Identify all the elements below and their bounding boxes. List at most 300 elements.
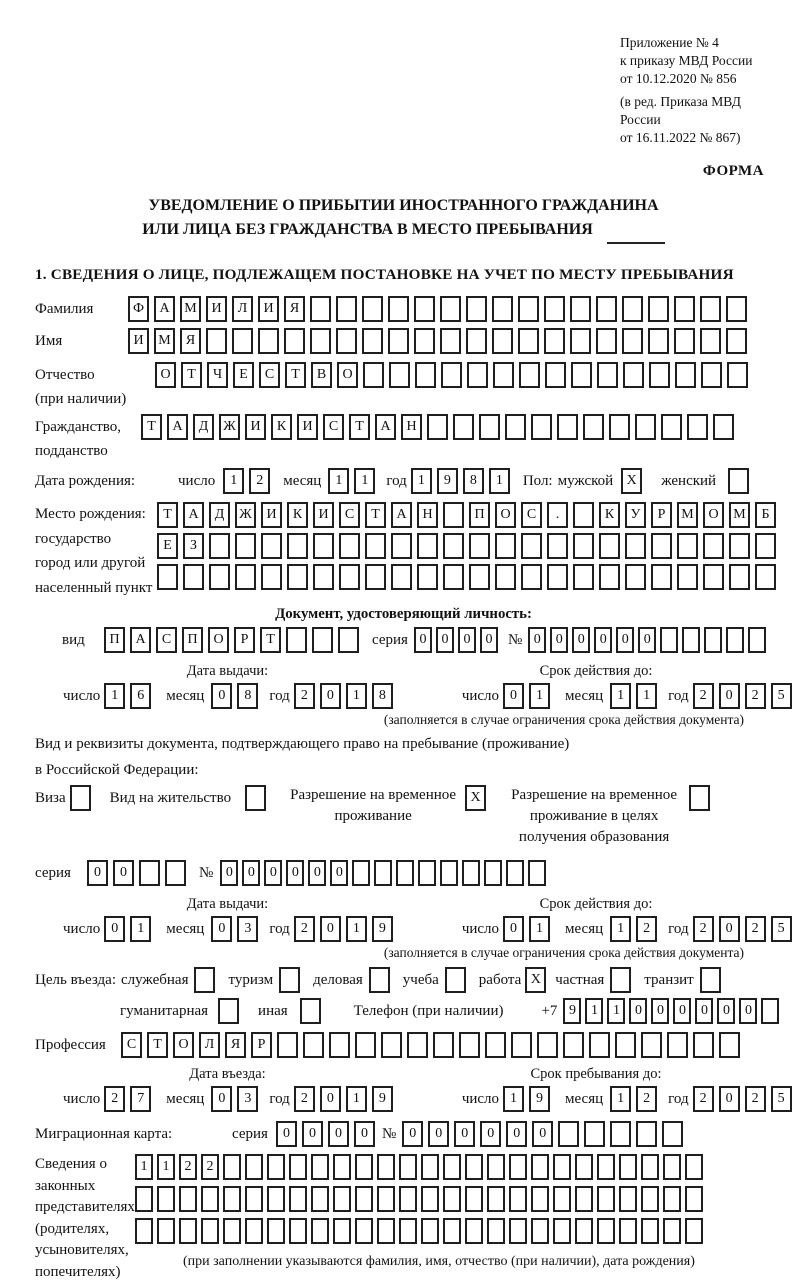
char-cell[interactable]: 1 (354, 468, 375, 494)
char-cell[interactable]: И (206, 296, 227, 322)
char-cell[interactable] (641, 1032, 662, 1058)
char-cell[interactable]: Т (285, 362, 306, 388)
char-cell[interactable] (635, 414, 656, 440)
char-cell[interactable] (622, 296, 643, 322)
char-cell[interactable]: 1 (636, 683, 657, 709)
char-cell[interactable] (755, 564, 776, 590)
char-cell[interactable] (310, 328, 331, 354)
char-cell[interactable]: 0 (328, 1121, 349, 1147)
char-cell[interactable] (675, 362, 696, 388)
purpose-study-checkbox[interactable] (445, 967, 466, 993)
char-cell[interactable] (544, 296, 565, 322)
char-cell[interactable]: 2 (249, 468, 270, 494)
char-cell[interactable]: Ф (128, 296, 149, 322)
char-cell[interactable]: . (547, 502, 568, 528)
purpose-official-checkbox[interactable] (194, 967, 215, 993)
char-cell[interactable] (726, 328, 747, 354)
option-visa-checkbox[interactable] (70, 785, 91, 811)
char-cell[interactable] (287, 533, 308, 559)
char-cell[interactable] (661, 414, 682, 440)
char-cell[interactable] (209, 533, 230, 559)
char-cell[interactable]: 0 (503, 683, 524, 709)
char-cell[interactable] (157, 564, 178, 590)
char-cell[interactable]: 1 (346, 1086, 367, 1112)
char-cell[interactable] (619, 1218, 637, 1244)
char-cell[interactable] (310, 296, 331, 322)
char-cell[interactable]: 0 (458, 627, 476, 653)
char-cell[interactable] (443, 533, 464, 559)
char-cell[interactable]: 0 (428, 1121, 449, 1147)
char-cell[interactable] (388, 296, 409, 322)
char-cell[interactable]: 1 (529, 683, 550, 709)
char-cell[interactable]: 0 (104, 916, 125, 942)
char-cell[interactable]: 0 (320, 683, 341, 709)
option-residence-permit-checkbox[interactable] (245, 785, 266, 811)
char-cell[interactable] (573, 502, 594, 528)
char-cell[interactable] (352, 860, 370, 886)
char-cell[interactable] (651, 564, 672, 590)
char-cell[interactable] (484, 860, 502, 886)
char-cell[interactable] (575, 1154, 593, 1180)
char-cell[interactable] (700, 296, 721, 322)
char-cell[interactable]: 0 (402, 1121, 423, 1147)
char-cell[interactable] (685, 1154, 703, 1180)
char-cell[interactable]: И (313, 502, 334, 528)
char-cell[interactable]: Т (260, 627, 281, 653)
char-cell[interactable] (521, 564, 542, 590)
char-cell[interactable] (333, 1186, 351, 1212)
char-cell[interactable] (311, 1154, 329, 1180)
char-cell[interactable]: Б (755, 502, 776, 528)
char-cell[interactable] (258, 328, 279, 354)
char-cell[interactable] (303, 1032, 324, 1058)
char-cell[interactable] (289, 1154, 307, 1180)
char-cell[interactable] (362, 296, 383, 322)
char-cell[interactable]: Н (401, 414, 422, 440)
char-cell[interactable] (575, 1218, 593, 1244)
char-cell[interactable] (441, 362, 462, 388)
char-cell[interactable]: 0 (242, 860, 260, 886)
char-cell[interactable] (596, 328, 617, 354)
char-cell[interactable]: 0 (503, 916, 524, 942)
char-cell[interactable]: 0 (87, 860, 108, 886)
char-cell[interactable]: 2 (745, 916, 766, 942)
char-cell[interactable] (553, 1154, 571, 1180)
char-cell[interactable]: Л (199, 1032, 220, 1058)
char-cell[interactable] (381, 1032, 402, 1058)
char-cell[interactable]: Т (181, 362, 202, 388)
char-cell[interactable]: 1 (607, 998, 625, 1024)
char-cell[interactable]: 0 (719, 683, 740, 709)
char-cell[interactable] (287, 564, 308, 590)
char-cell[interactable]: 1 (529, 916, 550, 942)
char-cell[interactable]: 0 (354, 1121, 375, 1147)
char-cell[interactable] (329, 1032, 350, 1058)
char-cell[interactable]: А (183, 502, 204, 528)
char-cell[interactable]: 1 (346, 916, 367, 942)
char-cell[interactable] (466, 328, 487, 354)
char-cell[interactable] (443, 564, 464, 590)
char-cell[interactable] (179, 1186, 197, 1212)
char-cell[interactable] (703, 533, 724, 559)
char-cell[interactable]: 1 (610, 916, 631, 942)
char-cell[interactable]: 1 (328, 468, 349, 494)
char-cell[interactable] (531, 1186, 549, 1212)
char-cell[interactable]: Д (193, 414, 214, 440)
char-cell[interactable] (509, 1218, 527, 1244)
char-cell[interactable]: П (182, 627, 203, 653)
char-cell[interactable]: Е (233, 362, 254, 388)
char-cell[interactable] (583, 414, 604, 440)
char-cell[interactable]: 0 (506, 1121, 527, 1147)
char-cell[interactable] (597, 1218, 615, 1244)
char-cell[interactable]: Д (209, 502, 230, 528)
char-cell[interactable] (641, 1186, 659, 1212)
char-cell[interactable]: С (259, 362, 280, 388)
char-cell[interactable] (544, 328, 565, 354)
purpose-business-checkbox[interactable] (369, 967, 390, 993)
char-cell[interactable]: Р (651, 502, 672, 528)
char-cell[interactable] (663, 1186, 681, 1212)
char-cell[interactable] (573, 564, 594, 590)
char-cell[interactable] (597, 362, 618, 388)
char-cell[interactable]: 0 (695, 998, 713, 1024)
char-cell[interactable] (440, 296, 461, 322)
char-cell[interactable]: У (625, 502, 646, 528)
char-cell[interactable]: 0 (528, 627, 546, 653)
char-cell[interactable]: 0 (651, 998, 669, 1024)
char-cell[interactable] (201, 1186, 219, 1212)
char-cell[interactable] (755, 533, 776, 559)
char-cell[interactable]: О (208, 627, 229, 653)
char-cell[interactable] (519, 362, 540, 388)
char-cell[interactable] (311, 1218, 329, 1244)
char-cell[interactable] (575, 1186, 593, 1212)
char-cell[interactable] (660, 627, 678, 653)
char-cell[interactable] (465, 1218, 483, 1244)
char-cell[interactable]: А (391, 502, 412, 528)
char-cell[interactable] (597, 1186, 615, 1212)
char-cell[interactable]: 1 (610, 1086, 631, 1112)
char-cell[interactable] (443, 1186, 461, 1212)
char-cell[interactable]: 0 (594, 627, 612, 653)
char-cell[interactable]: 0 (480, 627, 498, 653)
char-cell[interactable] (157, 1218, 175, 1244)
char-cell[interactable] (531, 1218, 549, 1244)
char-cell[interactable]: 0 (264, 860, 282, 886)
char-cell[interactable] (493, 362, 514, 388)
char-cell[interactable]: 7 (130, 1086, 151, 1112)
char-cell[interactable] (610, 1121, 631, 1147)
char-cell[interactable]: Т (147, 1032, 168, 1058)
char-cell[interactable] (570, 296, 591, 322)
char-cell[interactable]: 0 (629, 998, 647, 1024)
char-cell[interactable] (440, 860, 458, 886)
char-cell[interactable] (399, 1154, 417, 1180)
char-cell[interactable] (443, 1218, 461, 1244)
char-cell[interactable] (663, 1218, 681, 1244)
char-cell[interactable] (462, 860, 480, 886)
char-cell[interactable]: 1 (503, 1086, 524, 1112)
char-cell[interactable] (693, 1032, 714, 1058)
char-cell[interactable] (625, 564, 646, 590)
char-cell[interactable] (663, 1154, 681, 1180)
char-cell[interactable] (313, 564, 334, 590)
char-cell[interactable]: 1 (610, 683, 631, 709)
char-cell[interactable] (391, 564, 412, 590)
purpose-private-checkbox[interactable] (610, 967, 631, 993)
char-cell[interactable] (487, 1186, 505, 1212)
char-cell[interactable]: О (337, 362, 358, 388)
char-cell[interactable]: О (173, 1032, 194, 1058)
char-cell[interactable] (589, 1032, 610, 1058)
char-cell[interactable] (518, 296, 539, 322)
char-cell[interactable] (727, 362, 748, 388)
char-cell[interactable] (245, 1218, 263, 1244)
char-cell[interactable] (427, 414, 448, 440)
char-cell[interactable] (417, 533, 438, 559)
char-cell[interactable]: И (245, 414, 266, 440)
char-cell[interactable] (570, 328, 591, 354)
char-cell[interactable]: 2 (693, 683, 714, 709)
char-cell[interactable] (584, 1121, 605, 1147)
char-cell[interactable]: 0 (220, 860, 238, 886)
char-cell[interactable] (748, 627, 766, 653)
char-cell[interactable] (466, 296, 487, 322)
char-cell[interactable] (362, 328, 383, 354)
char-cell[interactable]: 0 (286, 860, 304, 886)
char-cell[interactable] (355, 1218, 373, 1244)
char-cell[interactable] (223, 1218, 241, 1244)
char-cell[interactable] (641, 1218, 659, 1244)
char-cell[interactable] (674, 328, 695, 354)
char-cell[interactable] (443, 502, 464, 528)
char-cell[interactable] (377, 1154, 395, 1180)
char-cell[interactable] (235, 564, 256, 590)
char-cell[interactable] (396, 860, 414, 886)
char-cell[interactable] (355, 1154, 373, 1180)
char-cell[interactable]: 2 (693, 1086, 714, 1112)
char-cell[interactable] (492, 328, 513, 354)
char-cell[interactable] (245, 1154, 263, 1180)
char-cell[interactable] (339, 533, 360, 559)
char-cell[interactable]: В (311, 362, 332, 388)
char-cell[interactable]: М (677, 502, 698, 528)
char-cell[interactable] (557, 414, 578, 440)
char-cell[interactable] (284, 328, 305, 354)
char-cell[interactable] (157, 1186, 175, 1212)
char-cell[interactable]: 1 (489, 468, 510, 494)
char-cell[interactable] (289, 1218, 307, 1244)
char-cell[interactable]: О (703, 502, 724, 528)
char-cell[interactable]: Н (417, 502, 438, 528)
char-cell[interactable] (235, 533, 256, 559)
char-cell[interactable]: 0 (480, 1121, 501, 1147)
char-cell[interactable] (267, 1186, 285, 1212)
char-cell[interactable]: К (271, 414, 292, 440)
char-cell[interactable]: 0 (211, 1086, 232, 1112)
char-cell[interactable]: С (121, 1032, 142, 1058)
char-cell[interactable] (509, 1186, 527, 1212)
char-cell[interactable] (704, 627, 722, 653)
char-cell[interactable] (286, 627, 307, 653)
char-cell[interactable] (333, 1154, 351, 1180)
char-cell[interactable] (495, 533, 516, 559)
char-cell[interactable]: О (495, 502, 516, 528)
char-cell[interactable]: 3 (237, 916, 258, 942)
char-cell[interactable] (223, 1154, 241, 1180)
char-cell[interactable]: 0 (550, 627, 568, 653)
char-cell[interactable] (267, 1154, 285, 1180)
char-cell[interactable] (459, 1032, 480, 1058)
char-cell[interactable]: Р (234, 627, 255, 653)
char-cell[interactable]: 5 (771, 916, 792, 942)
char-cell[interactable]: А (130, 627, 151, 653)
char-cell[interactable] (700, 328, 721, 354)
char-cell[interactable] (465, 1186, 483, 1212)
char-cell[interactable] (407, 1032, 428, 1058)
char-cell[interactable]: К (599, 502, 620, 528)
char-cell[interactable] (374, 860, 392, 886)
char-cell[interactable] (433, 1032, 454, 1058)
char-cell[interactable] (421, 1154, 439, 1180)
char-cell[interactable]: 1 (585, 998, 603, 1024)
char-cell[interactable] (389, 362, 410, 388)
char-cell[interactable]: 0 (113, 860, 134, 886)
char-cell[interactable] (414, 328, 435, 354)
option-temp-residence-checkbox[interactable]: X (465, 785, 486, 811)
char-cell[interactable]: 2 (745, 1086, 766, 1112)
purpose-work-checkbox[interactable]: X (525, 967, 546, 993)
char-cell[interactable] (573, 533, 594, 559)
char-cell[interactable]: 0 (320, 1086, 341, 1112)
char-cell[interactable] (597, 1154, 615, 1180)
char-cell[interactable] (531, 1154, 549, 1180)
char-cell[interactable]: П (104, 627, 125, 653)
char-cell[interactable] (232, 328, 253, 354)
char-cell[interactable]: 0 (302, 1121, 323, 1147)
char-cell[interactable]: 0 (532, 1121, 553, 1147)
char-cell[interactable]: 0 (211, 683, 232, 709)
char-cell[interactable]: 0 (739, 998, 757, 1024)
char-cell[interactable] (649, 362, 670, 388)
char-cell[interactable] (547, 564, 568, 590)
char-cell[interactable] (505, 414, 526, 440)
char-cell[interactable]: 9 (437, 468, 458, 494)
char-cell[interactable] (338, 627, 359, 653)
char-cell[interactable] (719, 1032, 740, 1058)
char-cell[interactable] (553, 1186, 571, 1212)
char-cell[interactable] (492, 296, 513, 322)
char-cell[interactable] (506, 860, 524, 886)
char-cell[interactable]: И (258, 296, 279, 322)
char-cell[interactable]: Л (232, 296, 253, 322)
char-cell[interactable]: 0 (436, 627, 454, 653)
char-cell[interactable]: Я (284, 296, 305, 322)
sex-female-checkbox[interactable] (728, 468, 749, 494)
char-cell[interactable]: А (154, 296, 175, 322)
char-cell[interactable] (339, 564, 360, 590)
char-cell[interactable] (685, 1186, 703, 1212)
char-cell[interactable]: Т (141, 414, 162, 440)
char-cell[interactable] (336, 328, 357, 354)
char-cell[interactable] (377, 1186, 395, 1212)
char-cell[interactable] (553, 1218, 571, 1244)
char-cell[interactable] (443, 1154, 461, 1180)
char-cell[interactable]: 1 (130, 916, 151, 942)
char-cell[interactable]: Т (365, 502, 386, 528)
char-cell[interactable]: 0 (673, 998, 691, 1024)
char-cell[interactable]: 2 (636, 1086, 657, 1112)
char-cell[interactable] (518, 328, 539, 354)
char-cell[interactable] (365, 564, 386, 590)
char-cell[interactable] (333, 1218, 351, 1244)
char-cell[interactable]: 8 (237, 683, 258, 709)
char-cell[interactable] (311, 1186, 329, 1212)
char-cell[interactable]: И (297, 414, 318, 440)
char-cell[interactable]: 0 (719, 1086, 740, 1112)
char-cell[interactable] (485, 1032, 506, 1058)
char-cell[interactable] (465, 1154, 483, 1180)
char-cell[interactable]: 1 (104, 683, 125, 709)
char-cell[interactable] (377, 1218, 395, 1244)
char-cell[interactable]: 2 (104, 1086, 125, 1112)
purpose-other-checkbox[interactable] (300, 998, 321, 1024)
char-cell[interactable] (469, 533, 490, 559)
char-cell[interactable]: 2 (294, 1086, 315, 1112)
char-cell[interactable] (729, 564, 750, 590)
char-cell[interactable]: С (323, 414, 344, 440)
char-cell[interactable] (619, 1186, 637, 1212)
char-cell[interactable] (139, 860, 160, 886)
char-cell[interactable] (599, 564, 620, 590)
char-cell[interactable]: И (128, 328, 149, 354)
char-cell[interactable]: 5 (771, 1086, 792, 1112)
char-cell[interactable] (355, 1186, 373, 1212)
char-cell[interactable] (571, 362, 592, 388)
option-temp-residence-edu-checkbox[interactable] (689, 785, 710, 811)
char-cell[interactable] (479, 414, 500, 440)
char-cell[interactable]: 9 (372, 916, 393, 942)
char-cell[interactable] (596, 296, 617, 322)
char-cell[interactable]: 2 (201, 1154, 219, 1180)
char-cell[interactable] (165, 860, 186, 886)
char-cell[interactable]: 5 (771, 683, 792, 709)
char-cell[interactable]: 2 (179, 1154, 197, 1180)
char-cell[interactable] (223, 1186, 241, 1212)
char-cell[interactable] (289, 1186, 307, 1212)
char-cell[interactable]: 9 (529, 1086, 550, 1112)
char-cell[interactable] (609, 414, 630, 440)
char-cell[interactable] (641, 1154, 659, 1180)
char-cell[interactable] (511, 1032, 532, 1058)
char-cell[interactable] (421, 1186, 439, 1212)
char-cell[interactable]: 9 (563, 998, 581, 1024)
char-cell[interactable] (685, 1218, 703, 1244)
char-cell[interactable] (651, 533, 672, 559)
char-cell[interactable] (261, 533, 282, 559)
char-cell[interactable]: М (180, 296, 201, 322)
char-cell[interactable] (487, 1154, 505, 1180)
char-cell[interactable]: 0 (719, 916, 740, 942)
char-cell[interactable]: 2 (745, 683, 766, 709)
char-cell[interactable]: 2 (294, 683, 315, 709)
char-cell[interactable]: 0 (638, 627, 656, 653)
char-cell[interactable]: Ж (235, 502, 256, 528)
char-cell[interactable]: 3 (237, 1086, 258, 1112)
char-cell[interactable] (388, 328, 409, 354)
char-cell[interactable]: Е (157, 533, 178, 559)
